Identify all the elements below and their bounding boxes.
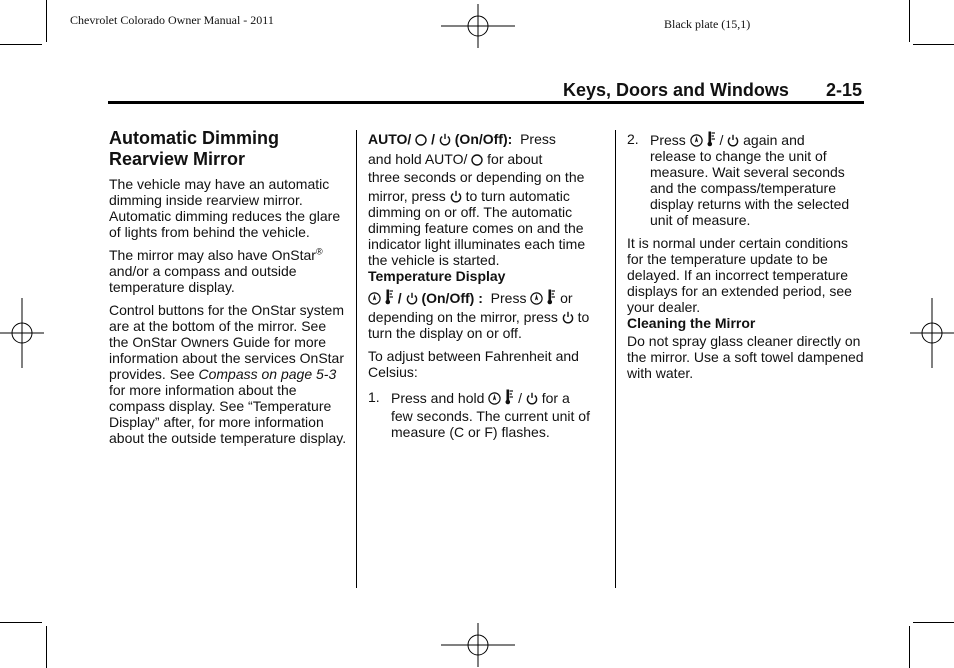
adjust-paragraph: To adjust between Fahrenheit and Celsius: [368, 348, 579, 380]
cleaning-heading: Cleaning the Mirror [627, 315, 756, 331]
crop-mark [913, 44, 954, 45]
step-1-line-1 [391, 389, 608, 406]
auto-line-3: three seconds or depending on the [368, 169, 585, 185]
section-title: Keys, Doors and Windows [563, 80, 789, 100]
compass-icon [488, 392, 501, 405]
cleaning-paragraph: Do not spray glass cleaner directly on the mirror. Use a soft towel dampened with water. [627, 333, 864, 381]
registered-mark: ® [315, 246, 323, 257]
slash: / [431, 131, 435, 147]
plate-info-left: Chevrolet Colorado Owner Manual - 2011 [70, 13, 274, 27]
plate-info-right: Black plate (15,1) [664, 17, 751, 31]
crop-mark [909, 626, 910, 668]
auto-mirror-press: mirror, press [368, 188, 446, 204]
temp-line-2 [368, 309, 608, 325]
controls-paragraph [109, 302, 347, 446]
step-2 [627, 131, 867, 228]
onoff-label: (On/Off): [454, 131, 513, 147]
column-1 [109, 128, 347, 446]
auto-press: Press [520, 131, 556, 147]
step-1-text: Press and hold [391, 390, 485, 406]
auto-line-4 [368, 188, 608, 204]
controls-text-cont: for more information about the compass display. See “Temperature Display” after, for more information about the outside temperature display. [109, 382, 347, 446]
step-2-line-1 [650, 131, 867, 148]
power-icon [439, 133, 451, 146]
step-2-again: again and [743, 132, 805, 148]
temp-onoff-label: (On/Off) : [421, 290, 483, 306]
delay-paragraph: It is normal under certain conditions for the temperature update to be delayed. If an incorrect temperature displays for an extended period, see your dealer. [627, 235, 852, 315]
auto-dimming-icon [471, 154, 483, 166]
step-2-rest: release to change the unit of measure. Wait several seconds and the compass/temperature display returns with the selected unit of measure. [650, 148, 850, 228]
auto-rest: dimming on or off. The automatic dimming feature comes on and the indicator light illuminates each time the vehicle is started. [368, 204, 586, 268]
slash: / [397, 290, 402, 306]
auto-line-2 [368, 151, 608, 167]
power-icon [526, 392, 538, 405]
compass-icon [368, 292, 381, 305]
auto-line-1 [368, 131, 608, 147]
step-2-number: 2. [627, 131, 639, 147]
onstar-text: The mirror may also have OnStar [109, 247, 316, 263]
power-icon [727, 134, 739, 147]
slash: / [518, 390, 522, 406]
temp-line-3: turn the display on or off. [368, 325, 522, 341]
temp-depending: depending on the mirror, press [368, 309, 558, 325]
crop-mark [0, 622, 42, 623]
column-2 [368, 131, 608, 440]
thermometer-icon [707, 131, 716, 147]
registration-target-bottom [441, 621, 515, 668]
temp-line-1 [368, 289, 608, 306]
crop-mark [913, 622, 954, 623]
crop-mark [46, 626, 47, 668]
column-3 [627, 131, 867, 381]
main-title [109, 128, 347, 170]
registration-target-left [0, 296, 44, 370]
power-icon [406, 292, 418, 305]
main-title-line-1: Automatic Dimming [109, 128, 280, 148]
compass-icon [690, 134, 703, 147]
page-number: 2-15 [826, 80, 863, 100]
temp-to: to [577, 309, 590, 325]
auto-turn-text: to turn automatic [465, 188, 570, 204]
auto-about-text: for about [487, 151, 543, 167]
temp-or: or [560, 290, 573, 306]
header-rule [108, 101, 864, 104]
step-1-rest: few seconds. The current unit of measure (C or F) flashes. [391, 408, 590, 440]
step-1-number: 1. [368, 389, 380, 405]
compass-page-link[interactable]: Compass on page 5-3 [198, 366, 337, 382]
intro-paragraph: The vehicle may have an automatic dimming inside rearview mirror. Automatic dimming reduces the glare of lights from behind the vehicle. [109, 176, 341, 240]
temp-press: Press [490, 290, 527, 306]
registration-target-right [910, 296, 954, 370]
thermometer-icon [505, 389, 514, 405]
crop-mark [46, 0, 47, 42]
auto-dimming-icon [415, 134, 427, 146]
crop-mark [909, 0, 910, 42]
column-divider [356, 130, 357, 588]
crop-mark [0, 44, 42, 45]
auto-label: AUTO/ [368, 131, 412, 147]
step-1 [368, 389, 608, 440]
step-1-for: for a [541, 390, 570, 406]
thermometer-icon [385, 289, 394, 305]
auto-hold-text: and hold AUTO/ [368, 151, 468, 167]
registration-target-top [441, 2, 515, 50]
column-divider [615, 130, 616, 588]
compass-icon [530, 292, 543, 305]
step-2-press: Press [650, 132, 686, 148]
power-icon [450, 190, 462, 203]
thermometer-icon [547, 289, 556, 305]
slash: / [719, 132, 724, 148]
main-title-line-2: Rearview Mirror [109, 149, 246, 169]
temperature-heading: Temperature Display [368, 268, 506, 284]
onstar-text-cont: and/or a compass and outside temperature display. [109, 263, 297, 295]
controls-text: Control buttons for the OnStar system are at the bottom of the mirror. See the OnStar Owners Guide for more information about the services OnStar provides. See [109, 302, 345, 382]
onstar-paragraph [109, 247, 347, 295]
power-icon [562, 311, 574, 324]
